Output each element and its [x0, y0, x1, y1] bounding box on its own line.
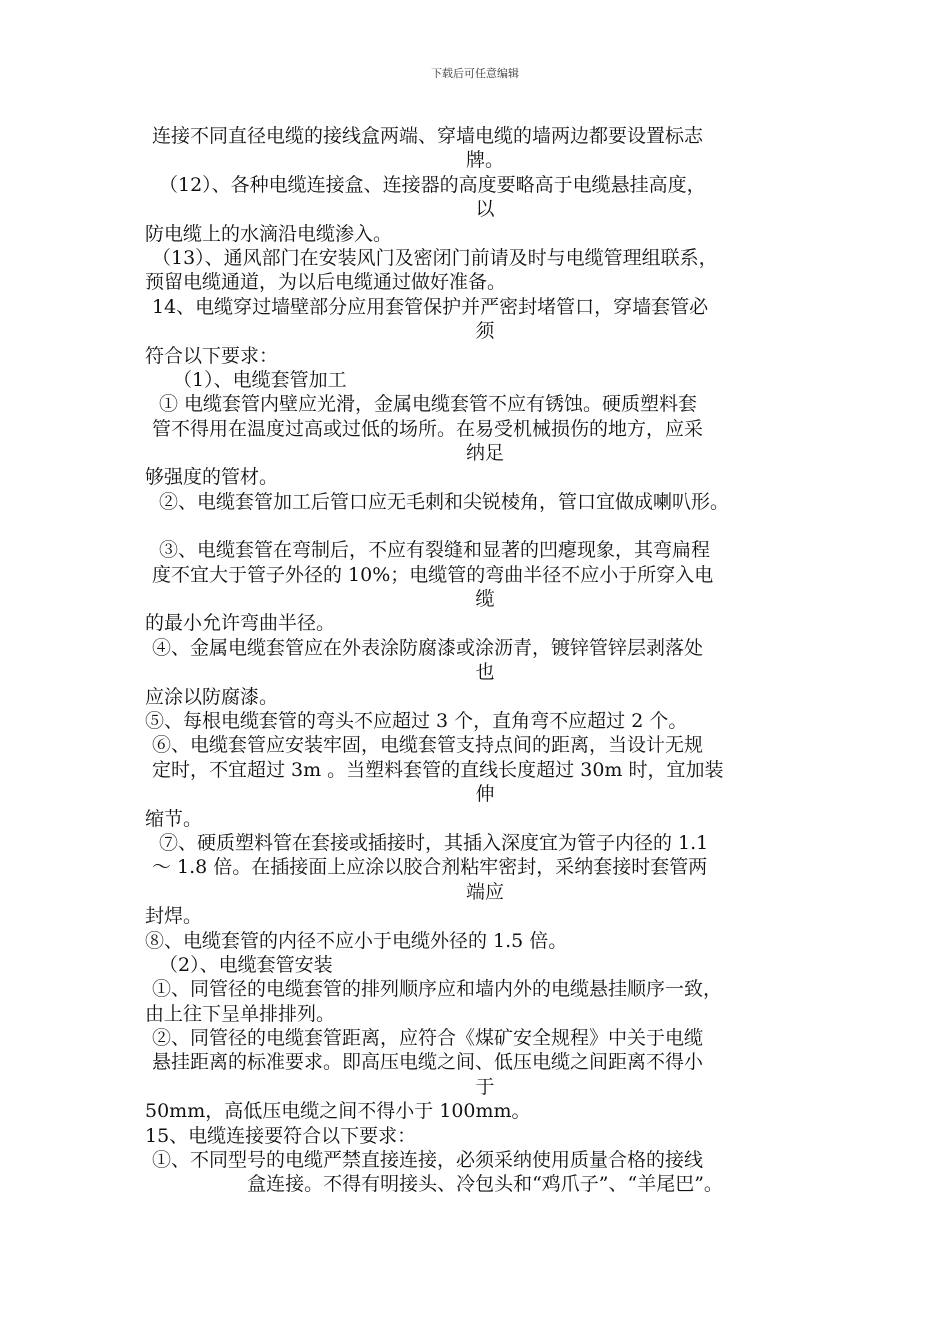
text-line: 的最小允许弯曲半径。	[145, 612, 336, 635]
text-line: ⑤、每根电缆套管的弯头不应超过 3 个，直角弯不应超过 2 个。	[145, 709, 688, 732]
text-line: 连接不同直径电缆的接线盒两端、穿墙电缆的墙两边都要设置标志	[152, 125, 704, 147]
text-line: ②、同管径的电缆套管距离，应符合《煤矿安全规程》中关于电缆	[152, 1027, 704, 1050]
text-line: 14、电缆穿过墙壁部分应用套管保护并严密封堵管口，穿墙套管必	[152, 295, 709, 318]
text-line: 牌。	[465, 149, 504, 172]
text-line: 度不宜大于管子外径的 10%；电缆管的弯曲半径不应小于所穿入电	[152, 563, 714, 586]
text-line: 伸	[475, 783, 495, 806]
text-line: 封焊。	[145, 905, 203, 928]
text-line: ⑧、电缆套管的内径不应小于电缆外径的 1.5 倍。	[145, 929, 568, 952]
page-header: 下载后可任意编辑	[431, 67, 519, 80]
text-line: （2）、电缆套管安装	[159, 953, 333, 976]
text-line: 也	[475, 661, 495, 684]
text-line: ⑦、硬质塑料管在套接或插接时，其插入深度宜为管子内径的 1.1	[159, 831, 709, 854]
text-line: ～ 1.8 倍。在插接面上应涂以胶合剂粘牢密封，采纳套接时套管两	[152, 856, 708, 879]
text-line: 应涂以防腐漆。	[145, 685, 279, 708]
blank-line	[145, 514, 825, 538]
text-line: 以	[475, 198, 495, 221]
text-line: ①、同管径的电缆套管的排列顺序应和墙内外的电缆悬挂顺序一致，	[152, 978, 723, 1001]
text-line: 由上往下呈单排排列。	[145, 1002, 336, 1025]
text-line: 管不得用在温度过高或过低的场所。在易受机械损伤的地方，应采	[152, 417, 704, 440]
text-line: ②、电缆套管加工后管口应无毛刺和尖锐棱角，管口宜做成喇叭形。	[159, 490, 730, 513]
text-line: 50mm，高低压电缆之间不得小于 100mm。	[145, 1100, 531, 1123]
text-line: 须	[475, 320, 495, 343]
text-line: 定时，不宜超过 3m 。当塑料套管的直线长度超过 30m 时，宜加装	[152, 758, 724, 781]
text-line: （1）、电缆套管加工	[173, 368, 347, 391]
text-line: 预留电缆通道，为以后电缆通过做好准备。	[145, 271, 507, 294]
text-line: 15、电缆连接要符合以下要求：	[145, 1124, 417, 1147]
text-line: （12）、各种电缆连接盒、连接器的高度要略高于电缆悬挂高度，	[159, 173, 706, 196]
text-line: 于	[475, 1075, 495, 1098]
text-line: ①、不同型号的电缆严禁直接连接，必须采纳使用质量合格的接线	[152, 1149, 704, 1172]
text-line: 悬挂距离的标准要求。即高压电缆之间、低压电缆之间距离不得小	[152, 1051, 704, 1074]
text-line: 防电缆上的水滴沿电缆渗入。	[145, 222, 393, 245]
text-line: 符合以下要求：	[145, 344, 279, 367]
text-line: 缆	[475, 588, 495, 611]
text-line: 盒连接。不得有明接头、冷包头和“鸡爪子”、“羊尾巴”。	[247, 1173, 723, 1196]
text-line: 够强度的管材。	[145, 466, 279, 489]
text-line: ⑥、电缆套管应安装牢固，电缆套管支持点间的距离，当设计无规	[152, 734, 704, 757]
text-line: 端应	[465, 880, 504, 903]
text-line: 纳足	[465, 442, 504, 465]
text-line: 缩节。	[145, 807, 203, 830]
text-line: （13）、通风部门在安装风门及密闭门前请及时与电缆管理组联系，	[152, 246, 718, 269]
text-line: ① 电缆套管内壁应光滑，金属电缆套管不应有锈蚀。硬质塑料套	[159, 393, 698, 416]
text-line: ④、金属电缆套管应在外表涂防腐漆或涂沥青，镀锌管锌层剥落处	[152, 636, 704, 659]
text-line: ③、电缆套管在弯制后，不应有裂缝和显著的凹瘪现象，其弯扁程	[159, 539, 711, 562]
document-body	[145, 124, 825, 1197]
